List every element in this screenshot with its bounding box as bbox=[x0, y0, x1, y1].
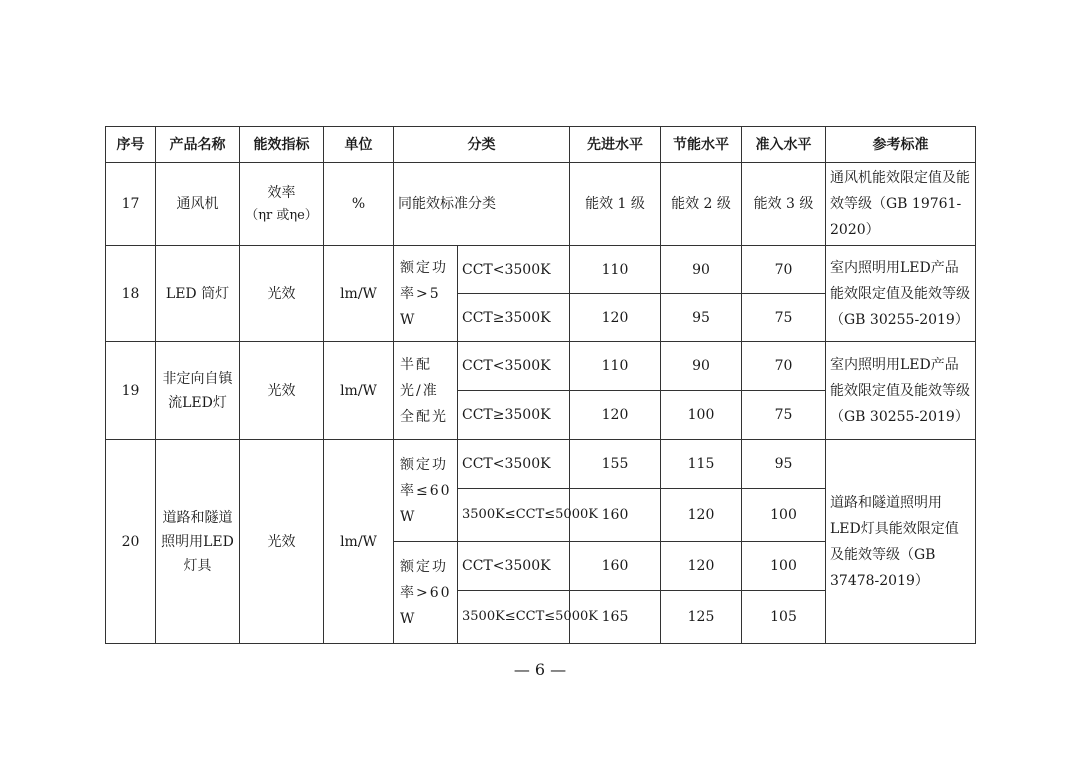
header-indicator: 能效指标 bbox=[240, 127, 324, 163]
standard-cell: 道路和隧道照明用LED灯具能效限定值及能效等级（GB 37478-2019） bbox=[826, 440, 976, 644]
cct-cell: CCT≥3500K bbox=[458, 294, 570, 342]
entry-cell: 95 bbox=[742, 440, 826, 489]
seq-cell: 18 bbox=[106, 246, 156, 342]
entry-cell: 100 bbox=[742, 489, 826, 542]
category-cell: 同能效标准分类 bbox=[394, 163, 570, 246]
entry-cell: 105 bbox=[742, 591, 826, 644]
saving-cell: 125 bbox=[661, 591, 742, 644]
entry-cell: 75 bbox=[742, 294, 826, 342]
header-standard: 参考标准 bbox=[826, 127, 976, 163]
entry-cell: 75 bbox=[742, 391, 826, 440]
standard-cell: 通风机能效限定值及能效等级（GB 19761-2020） bbox=[826, 163, 976, 246]
energy-efficiency-table bbox=[105, 126, 976, 644]
saving-cell: 120 bbox=[661, 489, 742, 542]
indicator-line1: 效率 bbox=[267, 185, 296, 201]
cct-cell: CCT≥3500K bbox=[458, 391, 570, 440]
advanced-cell: 120 bbox=[570, 391, 661, 440]
header-unit: 单位 bbox=[324, 127, 394, 163]
seq-cell: 19 bbox=[106, 342, 156, 440]
unit-cell: lm/W bbox=[324, 440, 394, 644]
advanced-cell: 155 bbox=[570, 440, 661, 489]
advanced-cell: 165 bbox=[570, 591, 661, 644]
seq-cell: 20 bbox=[106, 440, 156, 644]
group-cell: 额定功率>60 W bbox=[394, 542, 458, 644]
saving-cell: 95 bbox=[661, 294, 742, 342]
header-saving: 节能水平 bbox=[661, 127, 742, 163]
product-cell: LED 筒灯 bbox=[156, 246, 240, 342]
product-cell: 通风机 bbox=[156, 163, 240, 246]
product-cell: 道路和隧道照明用LED灯具 bbox=[156, 440, 240, 644]
cct-cell: 3500K≤CCT≤5000K bbox=[458, 591, 570, 644]
advanced-cell: 能效 1 级 bbox=[570, 163, 661, 246]
saving-cell: 120 bbox=[661, 542, 742, 591]
standard-cell: 室内照明用LED产品能效限定值及能效等级（GB 30255-2019） bbox=[826, 246, 976, 342]
entry-cell: 100 bbox=[742, 542, 826, 591]
indicator-cell: 光效 bbox=[240, 246, 324, 342]
entry-cell: 能效 3 级 bbox=[742, 163, 826, 246]
standard-cell: 室内照明用LED产品能效限定值及能效等级（GB 30255-2019） bbox=[826, 342, 976, 440]
header-product: 产品名称 bbox=[156, 127, 240, 163]
entry-cell: 70 bbox=[742, 246, 826, 294]
group-cell: 额定功率>5 W bbox=[394, 246, 458, 342]
table-row bbox=[106, 440, 976, 489]
header-advanced: 先进水平 bbox=[570, 127, 661, 163]
seq-cell: 17 bbox=[106, 163, 156, 246]
header-entry: 准入水平 bbox=[742, 127, 826, 163]
indicator-cell bbox=[240, 163, 324, 246]
entry-cell: 70 bbox=[742, 342, 826, 391]
header-category: 分类 bbox=[394, 127, 570, 163]
indicator-cell: 光效 bbox=[240, 440, 324, 644]
table-row bbox=[106, 163, 976, 246]
header-seq: 序号 bbox=[106, 127, 156, 163]
indicator-cell: 光效 bbox=[240, 342, 324, 440]
group-cell: 半配光/准全配光 bbox=[394, 342, 458, 440]
indicator-line2: （ηr 或ηe） bbox=[245, 208, 318, 223]
advanced-cell: 120 bbox=[570, 294, 661, 342]
cct-cell: 3500K≤CCT≤5000K bbox=[458, 489, 570, 542]
cct-cell: CCT<3500K bbox=[458, 542, 570, 591]
saving-cell: 90 bbox=[661, 342, 742, 391]
table-row bbox=[106, 342, 976, 391]
header-row bbox=[106, 127, 976, 163]
cct-cell: CCT<3500K bbox=[458, 342, 570, 391]
saving-cell: 115 bbox=[661, 440, 742, 489]
cct-cell: CCT<3500K bbox=[458, 440, 570, 489]
cct-cell: CCT<3500K bbox=[458, 246, 570, 294]
saving-cell: 100 bbox=[661, 391, 742, 440]
unit-cell: lm/W bbox=[324, 246, 394, 342]
page-number: — 6 — bbox=[513, 660, 567, 679]
advanced-cell: 110 bbox=[570, 342, 661, 391]
table-row bbox=[106, 246, 976, 294]
saving-cell: 能效 2 级 bbox=[661, 163, 742, 246]
advanced-cell: 160 bbox=[570, 489, 661, 542]
unit-cell: % bbox=[324, 163, 394, 246]
advanced-cell: 110 bbox=[570, 246, 661, 294]
advanced-cell: 160 bbox=[570, 542, 661, 591]
saving-cell: 90 bbox=[661, 246, 742, 294]
unit-cell: lm/W bbox=[324, 342, 394, 440]
group-cell: 额定功率≤60 W bbox=[394, 440, 458, 542]
product-cell: 非定向自镇流LED灯 bbox=[156, 342, 240, 440]
